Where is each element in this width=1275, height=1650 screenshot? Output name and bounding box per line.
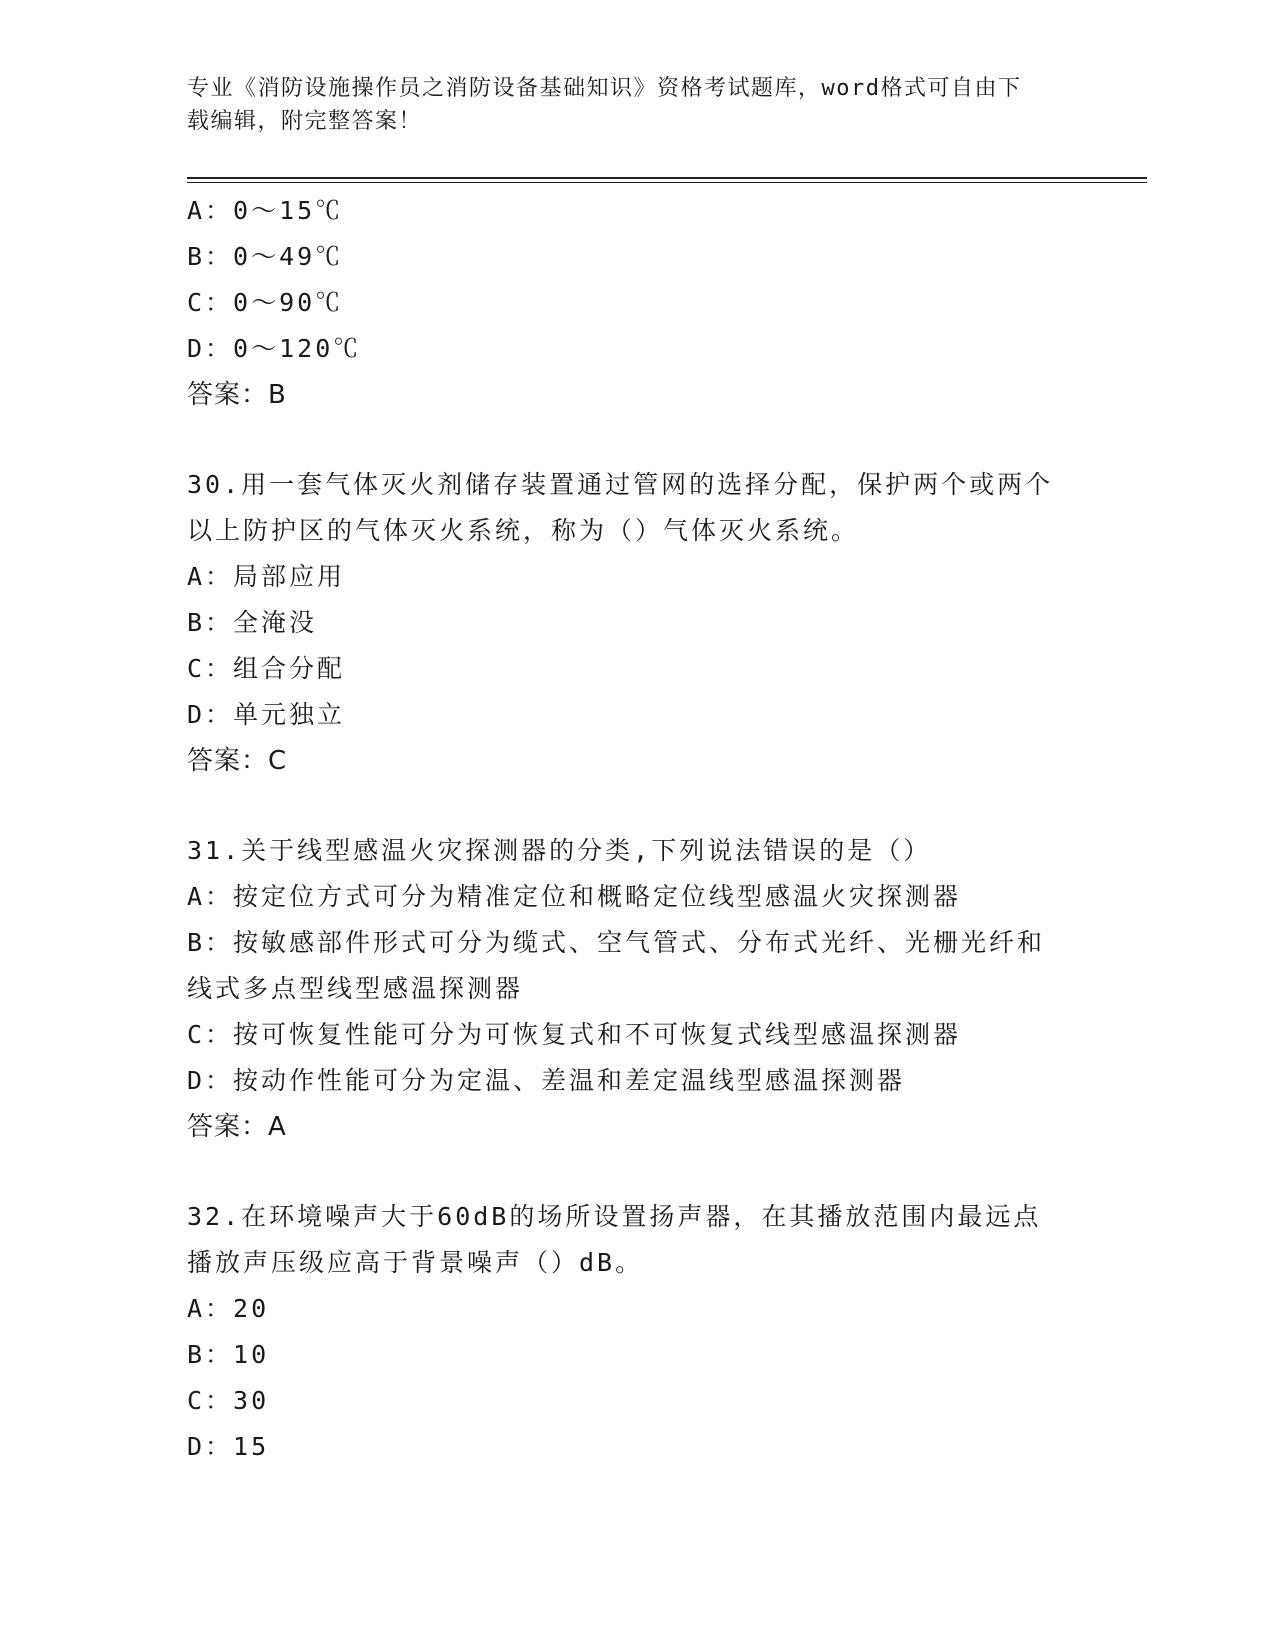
question-list	[187, 188, 1087, 1470]
question-stem: 30.用一套气体灭火剂储存装置通过管网的选择分配，保护两个或两个	[187, 470, 1054, 499]
option-b: B：全淹没	[187, 608, 318, 637]
question-stem: 31.关于线型感温火灾探测器的分类,下列说法错误的是（）	[187, 836, 932, 865]
answer: 答案：B	[187, 380, 287, 410]
option-a: A：按定位方式可分为精准定位和概略定位线型感温火灾探测器	[187, 882, 962, 911]
option-a: A：局部应用	[187, 562, 346, 591]
option-b: B：按敏感部件形式可分为缆式、空气管式、分布式光纤、光栅光纤和	[187, 928, 1046, 957]
option-c: C：组合分配	[187, 654, 346, 683]
answer: 答案：C	[187, 746, 288, 776]
spacer	[187, 784, 1087, 828]
option-d: D：按动作性能可分为定温、差温和差定温线型感温探测器	[187, 1066, 906, 1095]
question-stem-continued: 播放声压级应高于背景噪声（）dB。	[187, 1248, 644, 1277]
option-b: B：10	[187, 1340, 270, 1369]
answer: 答案：A	[187, 1112, 287, 1142]
option-a: A：0～15℃	[187, 196, 344, 225]
spacer	[187, 418, 1087, 462]
question-32	[187, 1194, 1087, 1470]
question-30	[187, 462, 1087, 784]
header-divider-thick	[187, 177, 1147, 179]
spacer	[187, 1150, 1087, 1194]
option-d: D：15	[187, 1432, 270, 1461]
header-line-2: 载编辑，附完整答案！	[187, 109, 423, 134]
option-c: C：0～90℃	[187, 288, 344, 317]
option-d: D：单元独立	[187, 700, 346, 729]
option-c: C：30	[187, 1386, 270, 1415]
question-stem-continued: 以上防护区的气体灭火系统，称为（）气体灭火系统。	[187, 516, 860, 545]
document-header	[187, 72, 1087, 138]
header-divider-thin	[187, 182, 1147, 183]
option-b: B：0～49℃	[187, 242, 344, 271]
question-31	[187, 828, 1087, 1150]
question-29	[187, 188, 1087, 418]
option-b-continued: 线式多点型线型感温探测器	[187, 974, 524, 1003]
option-a: A：20	[187, 1294, 270, 1323]
header-line-1: 专业《消防设施操作员之消防设备基础知识》资格考试题库，word格式可自由下	[187, 76, 1022, 101]
option-c: C：按可恢复性能可分为可恢复式和不可恢复式线型感温探测器	[187, 1020, 962, 1049]
question-stem: 32.在环境噪声大于60dB的场所设置扬声器，在其播放范围内最远点	[187, 1202, 1042, 1231]
option-d: D：0～120℃	[187, 334, 362, 363]
